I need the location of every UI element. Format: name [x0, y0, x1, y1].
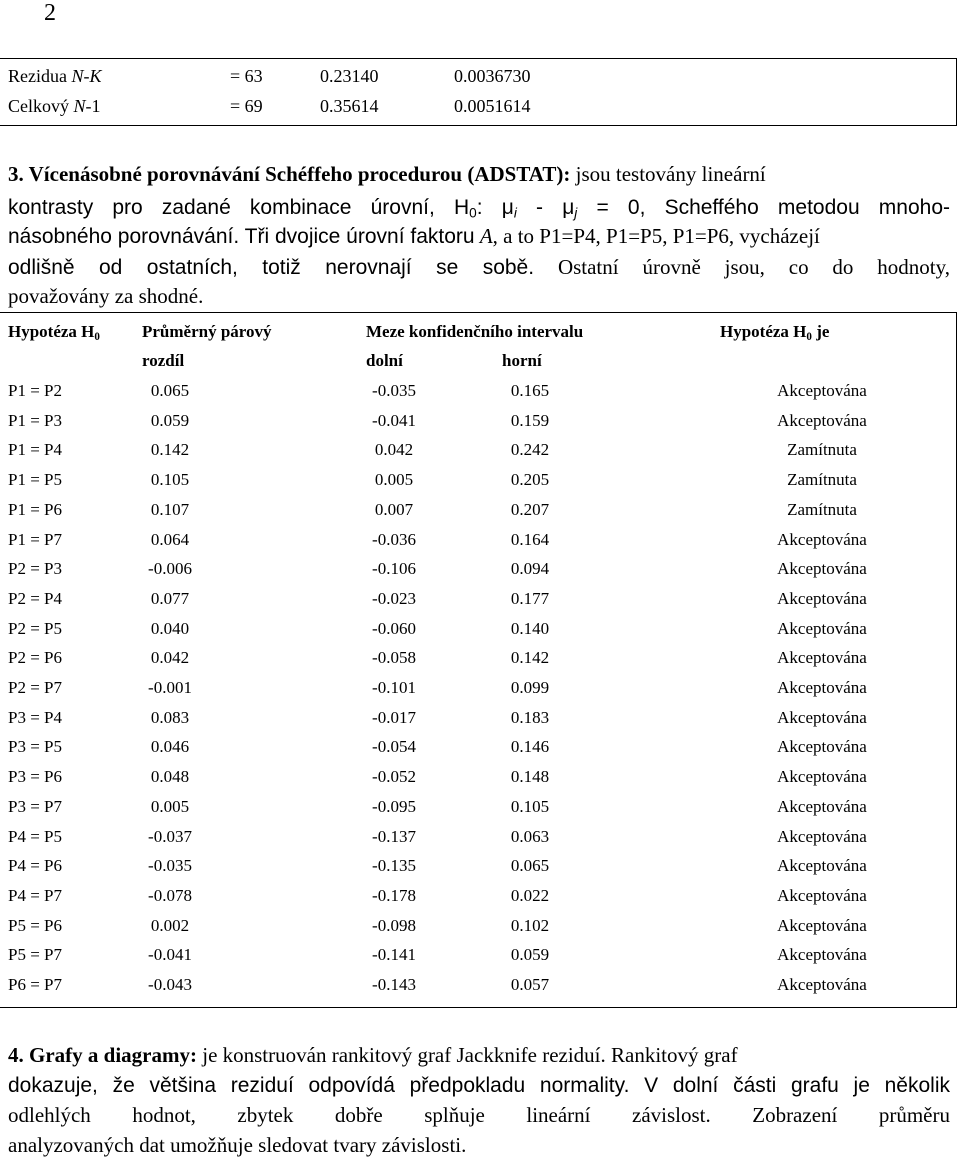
anova-ss: 0.23140: [320, 66, 379, 86]
row-mean-diff: -0.037: [148, 827, 192, 846]
row-mean-diff: 0.142: [150, 440, 190, 459]
row-upper-bound: 0.205: [510, 470, 550, 489]
row-mean-diff: 0.048: [150, 767, 190, 786]
row-result: Akceptována: [777, 945, 867, 964]
row-lower-bound: -0.095: [372, 797, 416, 816]
row-upper-bound: 0.022: [510, 886, 550, 905]
row-upper-bound: 0.148: [510, 767, 550, 786]
row-mean-diff: 0.059: [150, 411, 190, 430]
row-mean-diff: -0.041: [148, 945, 192, 964]
row-lower-bound: -0.036: [372, 530, 416, 549]
row-hypothesis: P1 = P7: [8, 530, 62, 549]
row-result: Akceptována: [777, 648, 867, 667]
header-mean-diff-2: rozdíl: [142, 351, 185, 370]
row-result: Akceptována: [777, 886, 867, 905]
row-hypothesis: P1 = P3: [8, 411, 62, 430]
row-mean-diff: 0.040: [150, 619, 190, 638]
section4-line1: 4. Grafy a diagramy: je konstruován rankitový graf Jackknife reziduí. Rankitový graf: [8, 1043, 738, 1067]
row-lower-bound: -0.141: [372, 945, 416, 964]
row-upper-bound: 0.142: [510, 648, 550, 667]
row-upper-bound: 0.177: [510, 589, 550, 608]
row-upper-bound: 0.165: [510, 381, 550, 400]
row-result: Akceptována: [777, 975, 867, 994]
header-upper: horní: [502, 351, 542, 370]
row-upper-bound: 0.057: [510, 975, 550, 994]
row-result: Akceptována: [777, 530, 867, 549]
row-lower-bound: -0.054: [372, 737, 416, 756]
header-hypothesis: Hypotéza $H_0$: [8, 322, 100, 343]
row-lower-bound: -0.178: [372, 886, 416, 905]
row-mean-diff: -0.006: [148, 559, 192, 578]
row-result: Akceptována: [777, 381, 867, 400]
row-result: Zamítnuta: [787, 440, 857, 459]
row-result: Akceptována: [777, 797, 867, 816]
row-mean-diff: 0.065: [150, 381, 190, 400]
row-upper-bound: 0.159: [510, 411, 550, 430]
row-mean-diff: 0.002: [150, 916, 190, 935]
row-lower-bound: -0.098: [372, 916, 416, 935]
row-hypothesis: P2 = P4: [8, 589, 62, 608]
row-hypothesis: P1 = P6: [8, 500, 62, 519]
header-mean-diff: Průměrný párový: [142, 322, 272, 341]
row-mean-diff: 0.005: [150, 797, 190, 816]
row-result: Akceptována: [777, 767, 867, 786]
row-lower-bound: -0.135: [372, 856, 416, 875]
row-lower-bound: 0.042: [374, 440, 414, 459]
row-hypothesis: P5 = P6: [8, 916, 62, 935]
row-lower-bound: 0.007: [374, 500, 414, 519]
section3-line1-rest: jsou testovány lineární: [570, 162, 766, 186]
row-result: Akceptována: [777, 411, 867, 430]
row-upper-bound: 0.099: [510, 678, 550, 697]
row-mean-diff: -0.078: [148, 886, 192, 905]
row-upper-bound: 0.063: [510, 827, 550, 846]
row-result: Akceptována: [777, 559, 867, 578]
page-number: 2: [44, 0, 56, 26]
row-mean-diff: -0.035: [148, 856, 192, 875]
anova-df: = 63: [230, 66, 263, 86]
row-result: Akceptována: [777, 589, 867, 608]
row-mean-diff: 0.083: [150, 708, 190, 727]
row-lower-bound: -0.035: [372, 381, 416, 400]
row-hypothesis: P3 = P5: [8, 737, 62, 756]
row-hypothesis: P2 = P7: [8, 678, 62, 697]
row-result: Akceptována: [777, 619, 867, 638]
row-hypothesis: P2 = P3: [8, 559, 62, 578]
section3-line4: odlišně od ostatních, totiž nerovnají se sobě. Ostatní úrovně jsou, co do hodnoty,: [8, 255, 951, 279]
row-upper-bound: 0.146: [510, 737, 550, 756]
section4-line4: analyzovaných dat umožňuje sledovat tvary závislosti.: [8, 1133, 467, 1157]
section3-heading: 3. Vícenásobné porovnávání Schéffeho procedurou (ADSTAT):: [8, 162, 571, 186]
section3-line2: kontrasty pro zadané kombinace úrovní, $H_0$: $\mu_i - \mu_j = 0$, Schefféhо metodou mnoho-: [8, 196, 950, 221]
anova-label: Rezidua N-K: [8, 66, 102, 86]
row-mean-diff: 0.077: [150, 589, 190, 608]
row-hypothesis: P4 = P7: [8, 886, 62, 905]
row-result: Zamítnuta: [787, 500, 857, 519]
row-hypothesis: P1 = P5: [8, 470, 62, 489]
row-hypothesis: P3 = P4: [8, 708, 62, 727]
row-upper-bound: 0.102: [510, 916, 550, 935]
row-hypothesis: P1 = P2: [8, 381, 62, 400]
row-upper-bound: 0.207: [510, 500, 550, 519]
row-lower-bound: -0.058: [372, 648, 416, 667]
row-upper-bound: 0.094: [510, 559, 550, 578]
anova-ms: 0.0036730: [454, 66, 531, 86]
anova-label: Celkový N-1: [8, 96, 101, 116]
row-mean-diff: 0.105: [150, 470, 190, 489]
row-hypothesis: P6 = P7: [8, 975, 62, 994]
row-lower-bound: -0.041: [372, 411, 416, 430]
row-lower-bound: -0.060: [372, 619, 416, 638]
row-hypothesis: P5 = P7: [8, 945, 62, 964]
row-lower-bound: -0.143: [372, 975, 416, 994]
row-upper-bound: 0.242: [510, 440, 550, 459]
row-hypothesis: P1 = P4: [8, 440, 62, 459]
header-confidence-interval: Meze konfidenčního intervalu: [366, 322, 584, 341]
row-upper-bound: 0.140: [510, 619, 550, 638]
row-result: Akceptována: [777, 916, 867, 935]
row-lower-bound: -0.101: [372, 678, 416, 697]
section3-line3: násobného porovnávání. Tři dvojice úrovní faktoru A, a to P1=P4, P1=P5, P1=P6, vycházejí: [8, 224, 820, 248]
row-result: Akceptována: [777, 856, 867, 875]
row-result: Akceptována: [777, 678, 867, 697]
row-result: Akceptována: [777, 737, 867, 756]
row-hypothesis: P4 = P5: [8, 827, 62, 846]
row-result: Akceptována: [777, 827, 867, 846]
section3-line5: považovány za shodné.: [8, 284, 204, 308]
row-mean-diff: -0.043: [148, 975, 192, 994]
row-lower-bound: -0.137: [372, 827, 416, 846]
row-upper-bound: 0.183: [510, 708, 550, 727]
row-hypothesis: P2 = P6: [8, 648, 62, 667]
row-mean-diff: 0.107: [150, 500, 190, 519]
row-mean-diff: 0.046: [150, 737, 190, 756]
row-lower-bound: 0.005: [374, 470, 414, 489]
row-hypothesis: P3 = P6: [8, 767, 62, 786]
row-hypothesis: P4 = P6: [8, 856, 62, 875]
row-result: Akceptována: [777, 708, 867, 727]
row-result: Zamítnuta: [787, 470, 857, 489]
row-upper-bound: 0.065: [510, 856, 550, 875]
anova-ms: 0.0051614: [454, 96, 531, 116]
row-mean-diff: -0.001: [148, 678, 192, 697]
anova-ss: 0.35614: [320, 96, 379, 116]
row-hypothesis: P3 = P7: [8, 797, 62, 816]
row-mean-diff: 0.064: [150, 530, 190, 549]
row-hypothesis: P2 = P5: [8, 619, 62, 638]
row-lower-bound: -0.106: [372, 559, 416, 578]
row-lower-bound: -0.052: [372, 767, 416, 786]
row-lower-bound: -0.017: [372, 708, 416, 727]
header-result: Hypotéza $H_0$ je: [720, 322, 830, 343]
row-upper-bound: 0.059: [510, 945, 550, 964]
header-lower: dolní: [366, 351, 403, 370]
anova-df: = 69: [230, 96, 263, 116]
section3-line1: [8, 160, 766, 189]
row-upper-bound: 0.105: [510, 797, 550, 816]
section4-heading: 4. Grafy a diagramy:: [8, 1043, 197, 1067]
section4-line2: dokazuje, že většina reziduí odpovídá předpokladu normality. V dolní části grafu je několik: [8, 1074, 950, 1097]
row-mean-diff: 0.042: [150, 648, 190, 667]
row-upper-bound: 0.164: [510, 530, 550, 549]
row-lower-bound: -0.023: [372, 589, 416, 608]
section4-line3: odlehlých hodnot, zbytek dobře splňuje lineární závislost. Zobrazení průměru: [8, 1103, 950, 1127]
